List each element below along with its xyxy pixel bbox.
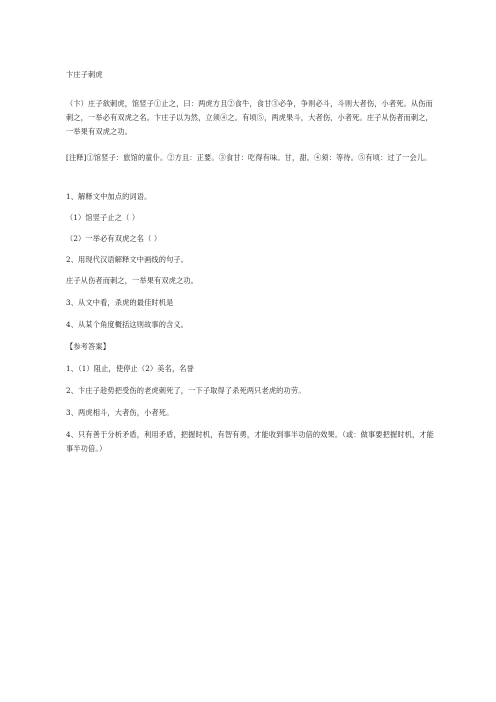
answer-4: 4、只有善于分析矛盾，利用矛盾，把握时机，有智有勇，才能收到事半功倍的效果。（或：做事要把握时机，才能事半功倍。）: [66, 430, 435, 453]
question-1-item-2: （2）一举必有双虎之名（ ）: [66, 234, 162, 243]
answer-3: 3、两虎相斗，大者伤，小者死。: [66, 408, 174, 417]
question-2: 2、用现代汉语解释文中画线的句子。: [66, 255, 189, 264]
passage-text: （卞）庄子欲刺虎，馆竖子①止之，曰：两虎方且②食牛，食甘③必争，争则必斗，斗则大者伤，小者死。从伤而刺之，一举必有双虎之名。卞庄子以为然，立须④之。有顷⑤，两虎果斗，大者伤，小者死。庄子从伤者而刺之，一举果有双虎之功。: [66, 99, 433, 136]
notes-text: [注释]①馆竖子：旅馆的童仆。②方且：正要。③食甘：吃得有味。甘，甜。④须：等待。⑤有顷：过了一会儿。: [66, 153, 432, 162]
question-1: 1、解释文中加点的词语。: [66, 192, 152, 201]
answer-header: 【参考答案】: [66, 342, 111, 351]
question-2-sentence: 庄子从伤者而刺之，一举果有双虎之功。: [66, 276, 199, 285]
question-3: 3、从文中看，杀虎的最佳时机是: [66, 298, 174, 307]
answer-2: 2、卞庄子趁势把受伤的老虎刺死了，一下子取得了杀死两只老虎的功劳。: [66, 386, 306, 395]
question-1-item-1: （1）馆竖子止之（ ）: [66, 213, 140, 222]
doc-title: 卞庄子刺虎: [66, 70, 103, 79]
question-4: 4、从某个角度概括这则故事的含义。: [66, 320, 189, 329]
answer-1: 1、（1）阻止，使停止（2）美名，名誉: [66, 364, 194, 373]
